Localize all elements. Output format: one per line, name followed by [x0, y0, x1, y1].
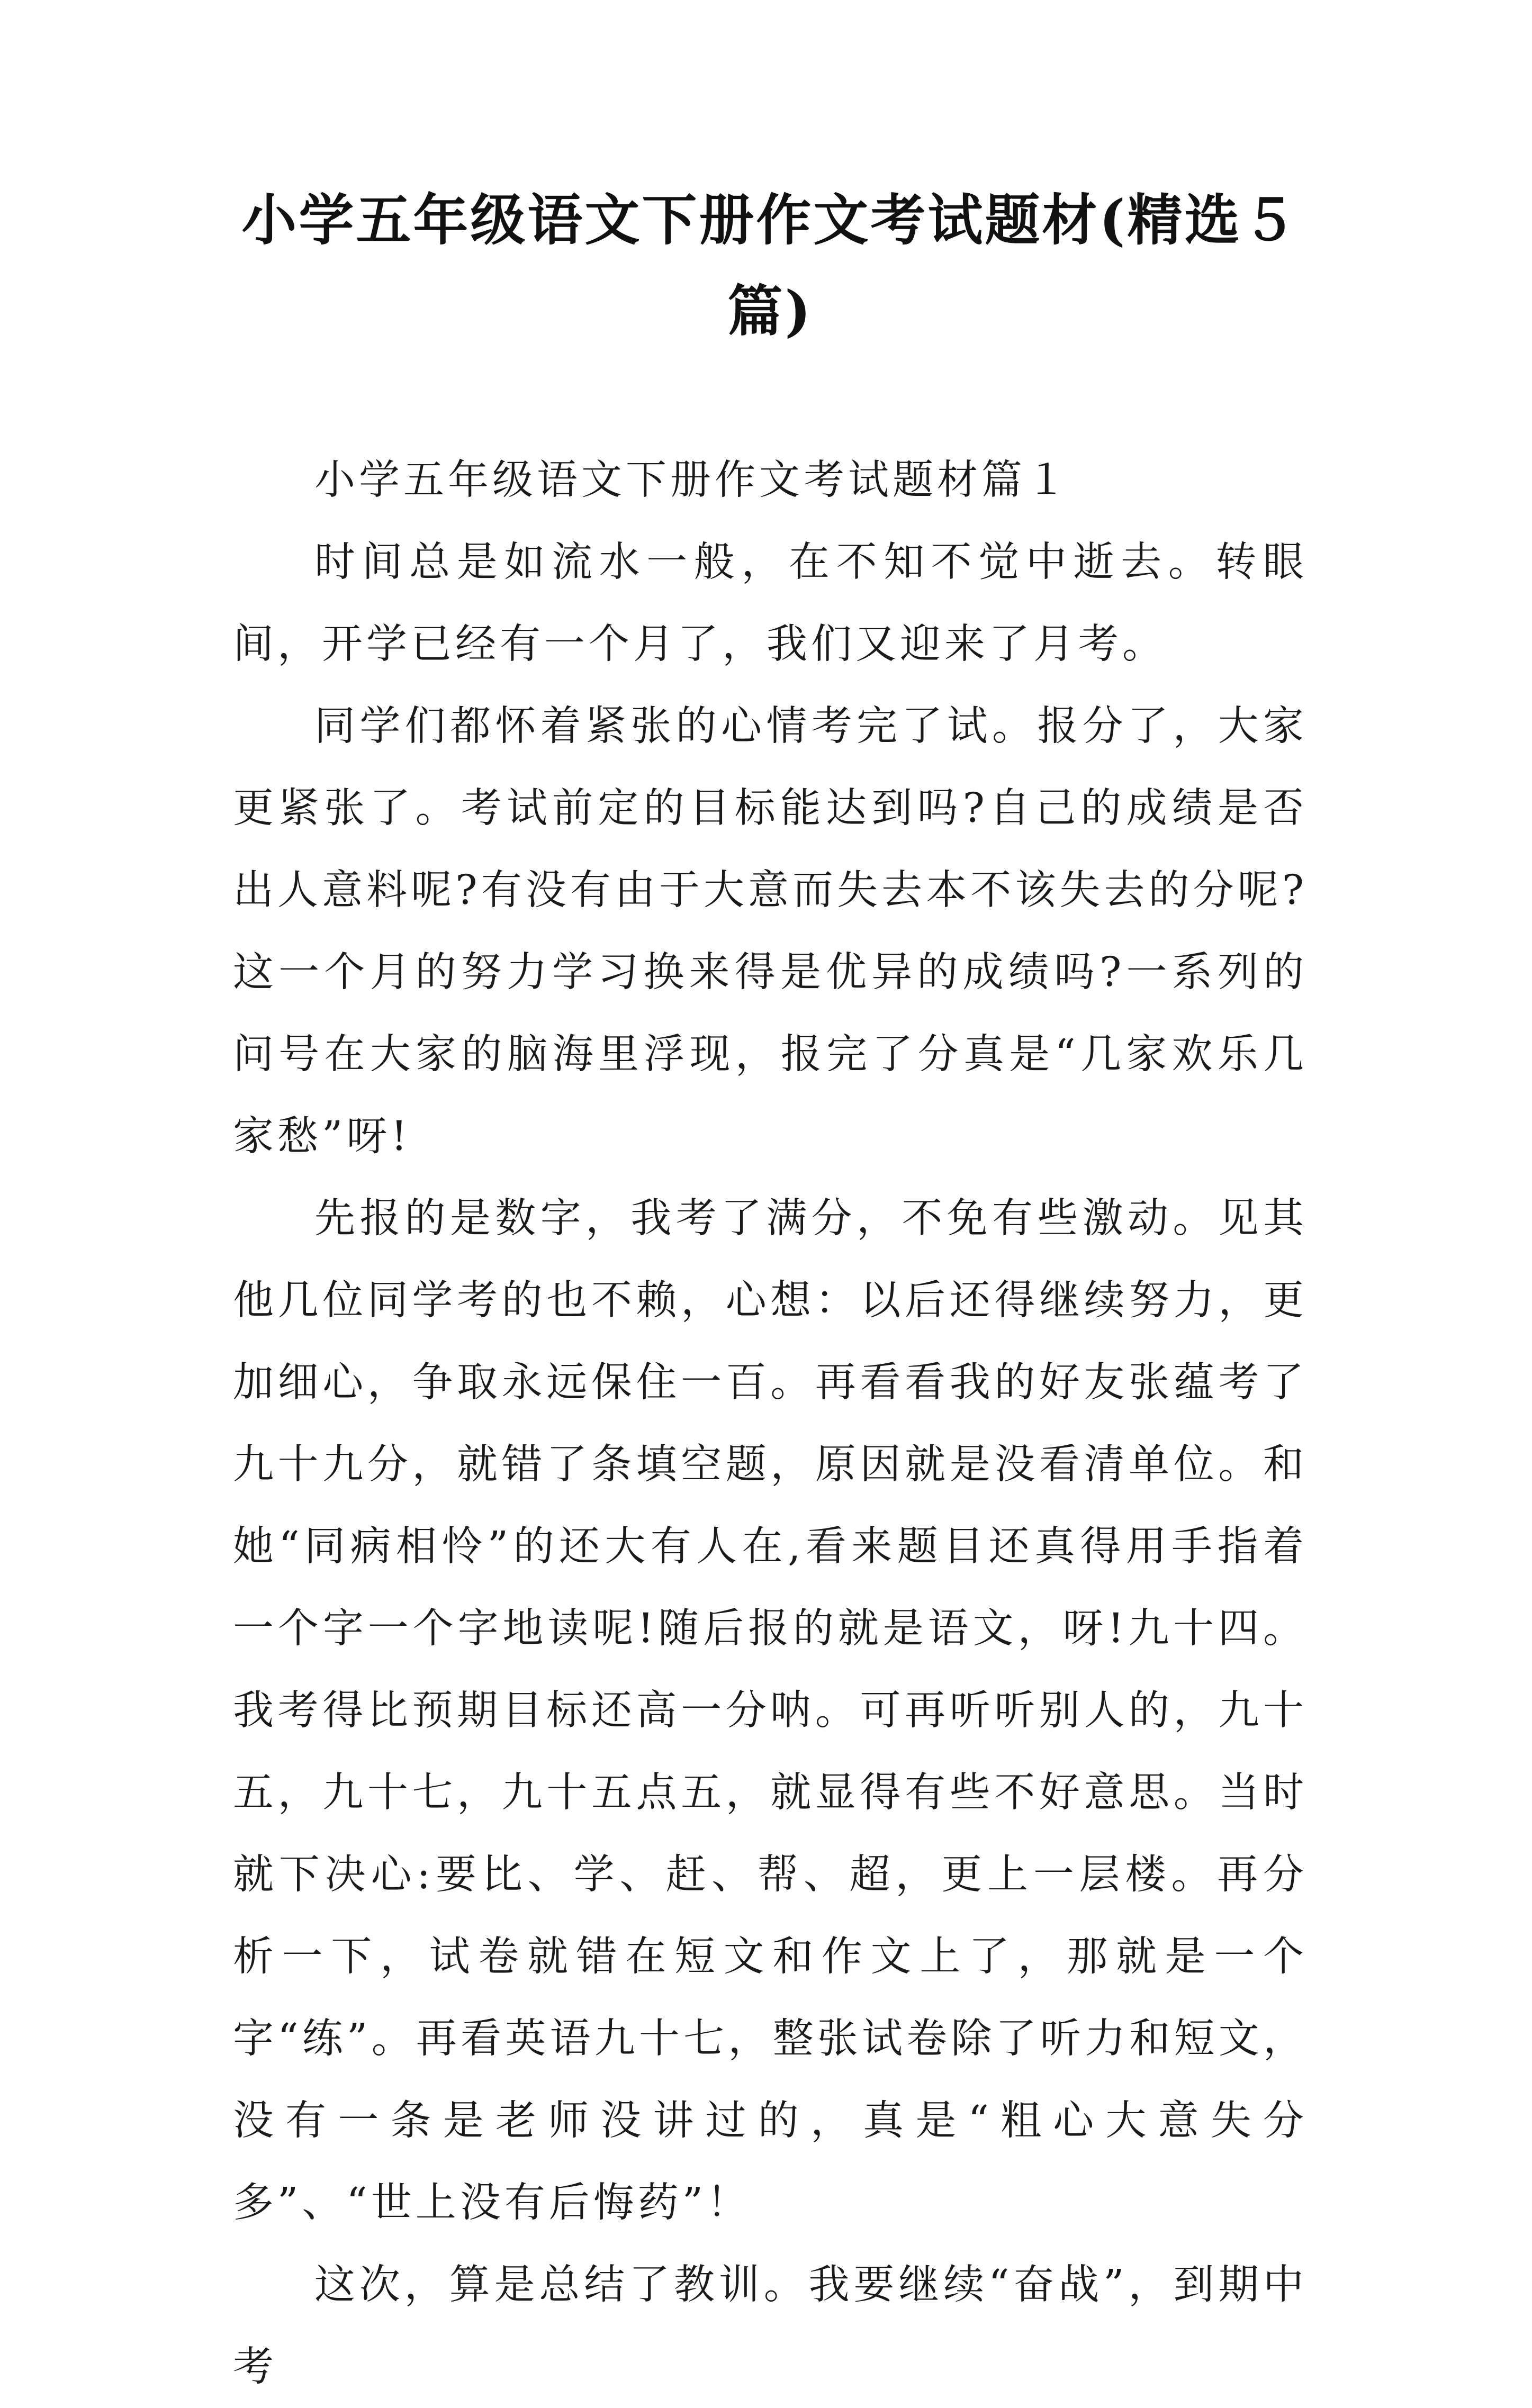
- paragraph-3: 先报的是数字，我考了满分，不免有些激动。见其他几位同学考的也不赖，心想：以后还得继续努力，更加细心，争取永远保住一百。再看看我的好友张蕴考了九十九分，就错了条填空题，原因就是没看清单位。和她“同病相怜”的还大有人在,看来题目还真得用手指着一个字一个字地读呢!随后报的就是语文，呀!九十四。我考得比预期目标还高一分呐。可再听听别人的，九十五，九十七，九十五点五，就显得有些不好意思。当时就下决心:要比、学、赶、帮、超，更上一层楼。再分析一下，试卷就错在短文和作文上了，那就是一个字“练”。再看英语九十七，整张试卷除了听力和短文，没有一条是老师没讲过的，真是“粗心大意失分多”、“世上没有后悔药”！: [233, 1195, 1308, 2226]
- paragraph-2: 同学们都怀着紧张的心情考完了试。报分了，大家更紧张了。考试前定的目标能达到吗?自己的成绩是否出人意料呢?有没有由于大意而失去本不该失去的分呢?这一个月的努力学习换来得是优异的成绩吗?一系列的问号在大家的脑海里浮现，报完了分真是“几家欢乐几家愁”呀!: [233, 703, 1308, 1160]
- section-heading: 小学五年级语文下册作文考试题材篇１: [314, 457, 1070, 504]
- paragraph-1: 时间总是如流水一般，在不知不觉中逝去。转眼间，开学已经有一个月了，我们又迎来了月考。: [233, 539, 1308, 668]
- document-title: 小学五年级语文下册作文考试题材(精选５篇): [241, 187, 1299, 343]
- document-body: [233, 439, 1308, 2408]
- paragraph-4: 这次，算是总结了教训。我要继续“奋战”，到期中考: [233, 2261, 1308, 2391]
